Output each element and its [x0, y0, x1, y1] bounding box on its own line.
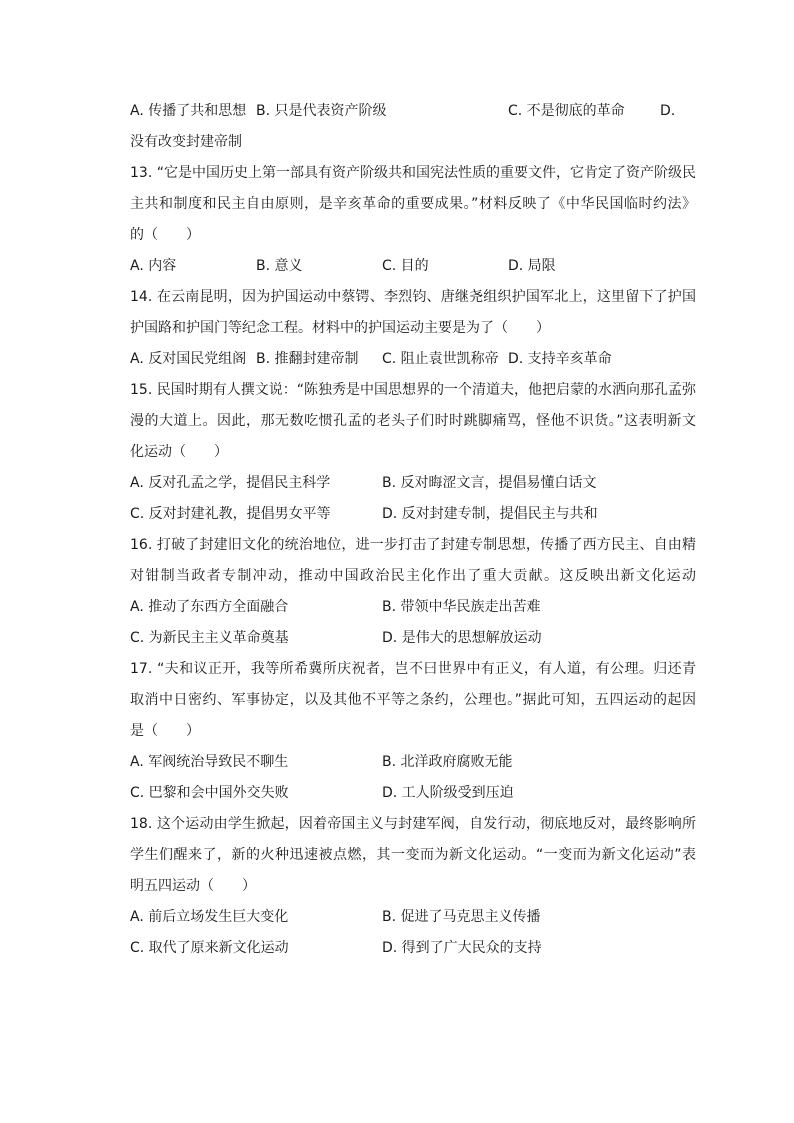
q15-stem-line-3: 化运动（ ） — [130, 444, 228, 460]
exam-page — [130, 96, 696, 964]
q12-option-a: A. 传播了共和思想 — [130, 103, 247, 119]
q13-stem-line-3: 的（ ） — [130, 227, 200, 243]
q12-options-row — [130, 96, 696, 127]
q17-options-row-1 — [130, 747, 696, 778]
q14-stem-line-2: 护国路和护国门等纪念工程。材料中的护国运动主要是为了（ ） — [130, 320, 550, 336]
q18-option-a: A. 前后立场发生巨大变化 — [130, 909, 289, 925]
q13-option-d: D. 局限 — [508, 258, 556, 274]
q17-option-c: C. 巴黎和会中国外交失败 — [130, 785, 289, 801]
q16-options-row-1 — [130, 592, 696, 623]
q18-option-b: B. 促进了马克思主义传播 — [382, 909, 541, 925]
q12-option-d-text: 没有改变封建帝制 — [130, 134, 242, 150]
q17-stem-line-2: 取消中日密约、军事协定，以及其他不平等之条约，公理也。”据此可知，五四运动的起因 — [130, 692, 696, 708]
q17-option-a: A. 军阀统治导致民不聊生 — [130, 754, 289, 770]
q17-option-d: D. 工人阶级受到压迫 — [382, 785, 514, 801]
q15-option-a: A. 反对孔孟之学，提倡民主科学 — [130, 475, 331, 491]
q12-option-c: C. 不是彻底的革命 — [508, 103, 625, 119]
q13-stem-line-1: 13. “它是中国历史上第一部具有资产阶级共和国宪法性质的重要文件，它肯定了资产阶级民 — [130, 165, 696, 181]
q16-stem-line-2: 对钳制当政者专制冲动，推动中国政治民主化作出了重大贡献。这反映出新文化运动 — [130, 568, 696, 584]
q17-stem-line-3: 是（ ） — [130, 723, 200, 739]
q16-stem-line-1: 16. 打破了封建旧文化的统治地位，进一步打击了封建专制思想，传播了西方民主、自由精 — [130, 537, 696, 553]
q12-option-d: D. — [660, 103, 676, 119]
q17-stem-line-1: 17. “夫和议正开，我等所希冀所庆祝者，岂不曰世界中有正义，有人道，有公理。归还青 — [130, 661, 696, 677]
q18-stem-line-1: 18. 这个运动由学生掀起，因着帝国主义与封建军阀，自发行动，彻底地反对，最终影响所 — [130, 816, 696, 832]
q16-options-row-2 — [130, 623, 696, 654]
q15-option-d: D. 反对封建专制，提倡民主与共和 — [382, 506, 598, 522]
q15-stem-line-2: 漫的大道上。因此，那无数吃惯孔孟的老头子们时时跳脚痛骂，怪他不识货。”这表明新文 — [130, 413, 696, 429]
q13-option-b: B. 意义 — [256, 258, 303, 274]
q13-option-c: C. 目的 — [382, 258, 429, 274]
q13-stem-line-2: 主共和制度和民主自由原则，是辛亥革命的重要成果。”材料反映了《中华民国临时约法》 — [130, 196, 696, 212]
q14-option-d: D. 支持辛亥革命 — [508, 351, 612, 367]
q13-option-a: A. 内容 — [130, 258, 177, 274]
q16-option-b: B. 带领中华民族走出苦难 — [382, 599, 541, 615]
q15-option-c: C. 反对封建礼教，提倡男女平等 — [130, 506, 331, 522]
q15-stem-line-1: 15. 民国时期有人撰文说：“陈独秀是中国思想界的一个清道夫，他把启蒙的水洒向那孔孟弥 — [130, 382, 696, 398]
q14-option-a: A. 反对国民党组阁 — [130, 351, 247, 367]
q17-options-row-2 — [130, 778, 696, 809]
q15-options-row-2 — [130, 499, 696, 530]
q14-options-row — [130, 344, 696, 375]
q14-stem-line-1: 14. 在云南昆明，因为护国运动中蔡锷、李烈钧、唐继尧组织护国军北上，这里留下了护国 — [130, 289, 696, 305]
q18-options-row-1 — [130, 902, 696, 933]
q17-option-b: B. 北洋政府腐败无能 — [382, 754, 513, 770]
q12-option-b: B. 只是代表资产阶级 — [256, 103, 387, 119]
q18-option-d: D. 得到了广大民众的支持 — [382, 940, 542, 956]
q18-options-row-2 — [130, 933, 696, 964]
q15-options-row-1 — [130, 468, 696, 499]
q16-option-c: C. 为新民主主义革命奠基 — [130, 630, 289, 646]
q14-option-c: C. 阻止袁世凯称帝 — [382, 351, 499, 367]
q18-stem-line-3: 明五四运动（ ） — [130, 878, 256, 894]
q13-options-row — [130, 251, 696, 282]
q16-option-a: A. 推动了东西方全面融合 — [130, 599, 289, 615]
q18-stem-line-2: 学生们醒来了，新的火种迅速被点燃，其一变而为新文化运动。“一变而为新文化运动”表 — [130, 847, 696, 863]
q16-option-d: D. 是伟大的思想解放运动 — [382, 630, 542, 646]
q14-option-b: B. 推翻封建帝制 — [256, 351, 359, 367]
q15-option-b: B. 反对晦涩文言，提倡易懂白话文 — [382, 475, 597, 491]
q18-option-c: C. 取代了原来新文化运动 — [130, 940, 289, 956]
